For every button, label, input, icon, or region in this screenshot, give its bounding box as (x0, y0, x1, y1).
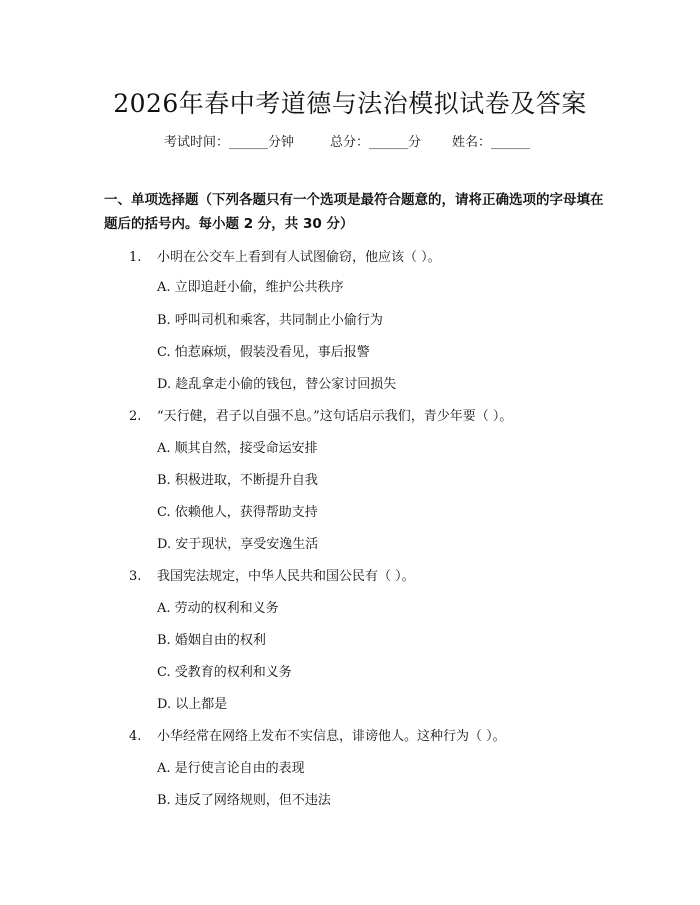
question-number: 1. (129, 250, 142, 265)
question-2-option-c: C. 依赖他人，获得帮助支持 (157, 505, 318, 520)
question-2 (129, 405, 609, 424)
question-1-option-d: D. 趁乱拿走小偷的钱包，替公家讨回损失 (157, 377, 397, 392)
question-1 (129, 246, 609, 265)
total-score-field: 总分：______分 (330, 135, 422, 150)
question-4 (129, 725, 609, 744)
question-3-option-c: C. 受教育的权利和义务 (157, 665, 292, 680)
question-text: 小明在公交车上看到有人试图偷窃，他应该（ ）。 (157, 250, 441, 265)
section-1-heading: 一、单项选择题（下列各题只有一个选项是最符合题意的，请将正确选项的字母填在题后的括号内。每小题 2 分，共 30 分） (104, 192, 604, 232)
question-4-option-b: B. 违反了网络规则，但不违法 (157, 793, 331, 808)
question-2-option-b: B. 积极进取，不断提升自我 (157, 473, 318, 488)
exam-time-field: 考试时间：______分钟 (164, 135, 295, 150)
question-2-option-d: D. 安于现状，享受安逸生活 (157, 537, 319, 552)
question-1-option-c: C. 怕惹麻烦，假装没看见，事后报警 (157, 345, 370, 360)
question-1-option-a: A. 立即追赶小偷，维护公共秩序 (157, 280, 344, 295)
question-3-option-a: A. 劳动的权利和义务 (157, 601, 279, 616)
question-number: 2. (129, 409, 142, 424)
question-text: “天行健，君子以自强不息。”这句话启示我们，青少年要（ ）。 (157, 409, 513, 424)
question-text: 我国宪法规定，中华人民共和国公民有（ ）。 (157, 569, 415, 584)
student-name-field: 姓名：______ (452, 135, 531, 150)
question-number: 4. (129, 729, 142, 744)
question-2-option-a: A. 顺其自然，接受命运安排 (157, 441, 318, 456)
question-3-option-d: D. 以上都是 (157, 697, 228, 712)
question-1-option-b: B. 呼叫司机和乘客，共同制止小偷行为 (157, 313, 383, 328)
question-text: 小华经常在网络上发布不实信息，诽谤他人。这种行为（ ）。 (157, 729, 506, 744)
question-3 (129, 565, 609, 584)
question-number: 3. (129, 569, 142, 584)
exam-title: 2026年春中考道德与法治模拟试卷及答案 (113, 89, 587, 118)
question-4-option-a: A. 是行使言论自由的表现 (157, 761, 305, 776)
question-3-option-b: B. 婚姻自由的权利 (157, 633, 266, 648)
